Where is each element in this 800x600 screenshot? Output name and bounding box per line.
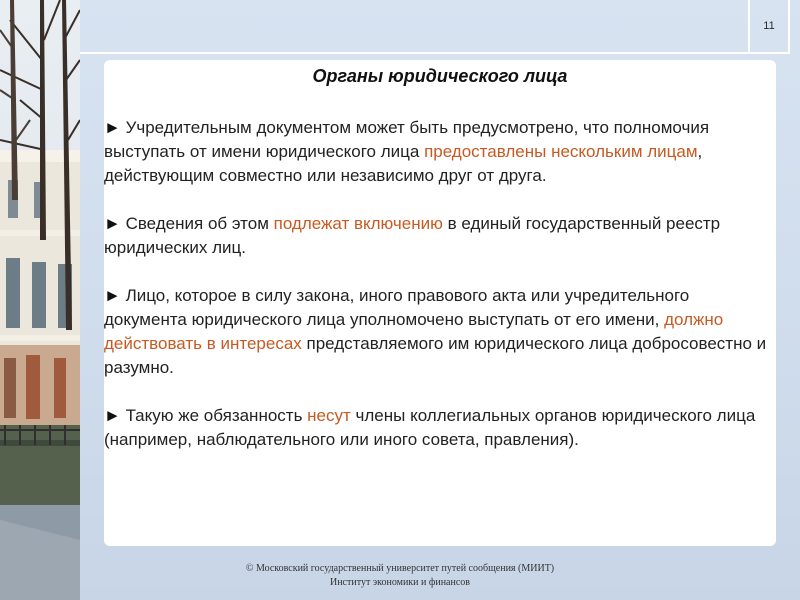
highlighted-text: предоставлены нескольким лицам	[424, 142, 698, 161]
paragraph-text: Такую же обязанность	[125, 406, 308, 425]
background-photo	[0, 0, 80, 600]
footer-line-2: Институт экономики и финансов	[329, 577, 471, 588]
paragraph-text: представляемого им юридического лица добросовестно и разумно.	[104, 334, 767, 377]
bullet-paragraph	[104, 116, 776, 188]
slide-title: Органы юридического лица	[312, 66, 568, 86]
highlighted-text: подлежат включению	[273, 214, 443, 233]
highlighted-text: должно действовать в интересах	[104, 310, 724, 353]
bullet-paragraph	[104, 284, 776, 380]
slide-number	[748, 0, 790, 54]
paragraph-text: Лицо, которое в силу закона, иного правового акта или учредительного документа юридического лица уполномочено выступать от его имени,	[104, 286, 690, 329]
slide-body	[104, 116, 776, 476]
content-area	[104, 60, 776, 546]
paragraph-text: Учредительным документом может быть предусмотрено, что полномочия выступать от имени юридического лица	[104, 118, 710, 161]
paragraph-text: Сведения об этом	[125, 214, 274, 233]
bullet-arrow-icon: ►	[104, 286, 126, 305]
bullet-arrow-icon: ►	[104, 214, 126, 233]
footer-line-1: © Московский государственный университет путей сообщения (МИИТ)	[245, 563, 555, 574]
bullet-paragraph	[104, 212, 776, 260]
slide-number-text: 11	[763, 20, 775, 32]
paragraph-text: , действующим совместно или независимо друг от друга.	[104, 142, 703, 185]
highlighted-text: несут	[307, 406, 351, 425]
footer	[80, 562, 720, 590]
paragraph-text: члены коллегиальных органов юридического лица (например, наблюдательного или иного совета, правления).	[104, 406, 756, 449]
paragraph-text: в единый государственный реестр юридических лиц.	[104, 214, 721, 257]
header-divider	[80, 52, 748, 54]
bullet-paragraph	[104, 404, 776, 452]
bullet-arrow-icon: ►	[104, 406, 126, 425]
bullet-arrow-icon: ►	[104, 118, 126, 137]
